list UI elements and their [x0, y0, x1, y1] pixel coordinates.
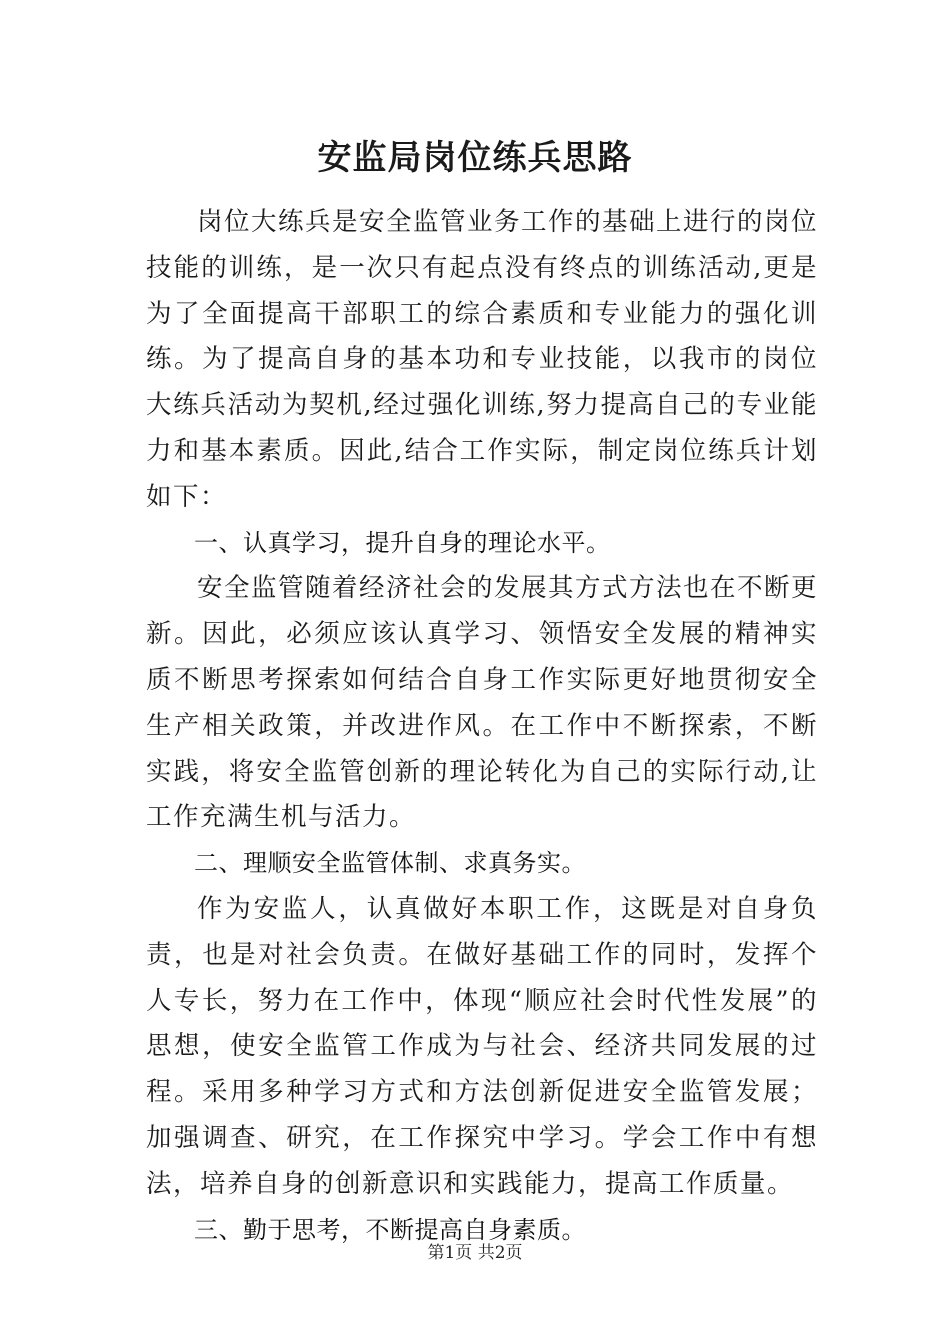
section-heading-2: 二、理顺安全监管体制、求真务实。	[194, 849, 586, 878]
document-body	[146, 200, 818, 1253]
section-heading-1: 一、认真学习，提升自身的理论水平。	[194, 528, 611, 557]
section-2-paragraph: 作为安监人，认真做好本职工作，这既是对自身负责，也是对社会负责。在做好基础工作的同时，发挥个人专长，努力在工作中，体现“顺应社会时代性发展”的思想，使安全监管工作成为与社会、经济共同发展的过程。采用多种学习方式和方法创新促进安全监管发展；加强调查、研究，在工作探究中学习。学会工作中有想法，培养自身的创新意识和实践能力，提高工作质量。	[146, 893, 818, 1199]
page-number-footer: 第1页 共2页	[427, 1243, 523, 1263]
intro-paragraph: 岗位大练兵是安全监管业务工作的基础上进行的岗位技能的训练，是一次只有起点没有终点的训练活动,更是为了全面提高干部职工的综合素质和专业能力的强化训练。为了提高自身的基本功和专业技能，以我市的岗位大练兵活动为契机,经过强化训练,努力提高自己的专业能力和基本素质。因此,结合工作实际，制定岗位练兵计划如下：	[146, 207, 819, 512]
section-heading-3: 三、勤于思考，不断提高自身素质。	[194, 1215, 586, 1244]
document-title: 安监局岗位练兵思路	[317, 138, 633, 178]
section-1-paragraph: 安全监管随着经济社会的发展其方式方法也在不断更新。因此，必须应该认真学习、领悟安全发展的精神实质不断思考探索如何结合自身工作实际更好地贯彻安全生产相关政策，并改进作风。在工作中不断探索，不断实践，将安全监管创新的理论转化为自己的实际行动,让工作充满生机与活力。	[146, 573, 819, 833]
